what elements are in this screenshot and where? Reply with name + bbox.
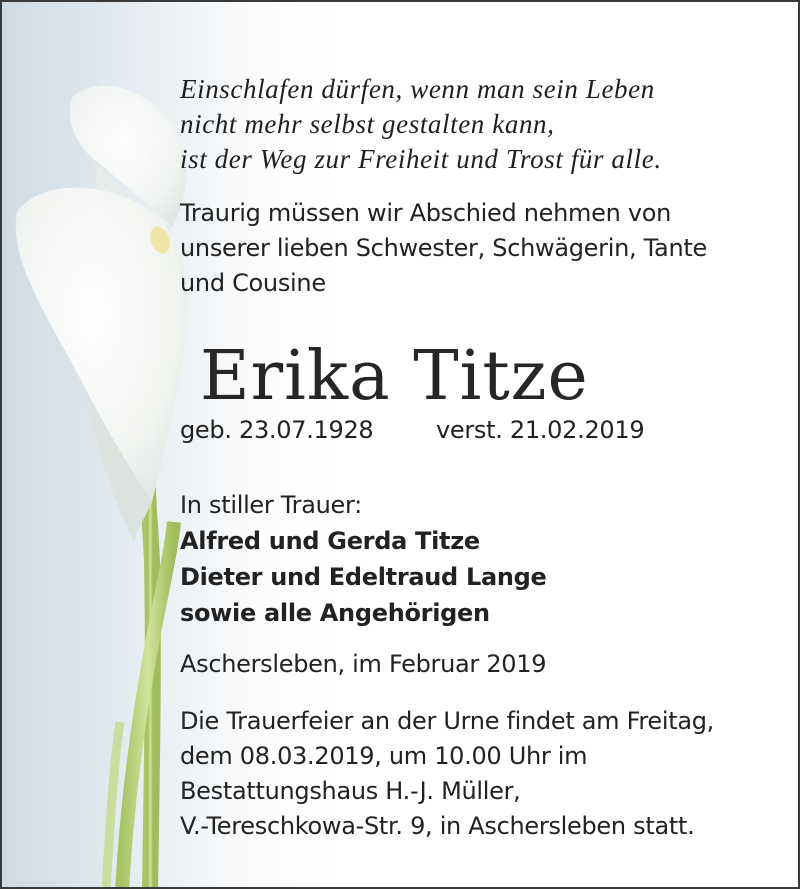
poem-line: nicht mehr selbst gestalten kann, xyxy=(180,109,555,139)
intro xyxy=(180,196,707,301)
funeral-line: V.-Tereschkowa-Str. 9, in Aschersleben statt. xyxy=(180,812,695,840)
mourner-name: sowie alle Angehörigen xyxy=(180,599,490,627)
mourners xyxy=(180,487,547,631)
funeral-info xyxy=(180,704,714,844)
intro-line: unserer lieben Schwester, Schwägerin, Tante xyxy=(180,234,707,262)
funeral-line: dem 08.03.2019, um 10.00 Uhr im xyxy=(180,742,588,770)
poem-line: ist der Weg zur Freiheit und Trost für alle. xyxy=(180,144,662,174)
deceased-name: Erika Titze xyxy=(200,337,589,416)
death-date: verst. 21.02.2019 xyxy=(436,416,645,444)
mourner-name: Dieter und Edeltraud Lange xyxy=(180,563,547,591)
mourner-name: Alfred und Gerda Titze xyxy=(180,527,480,555)
birth-date: geb. 23.07.1928 xyxy=(180,416,374,444)
funeral-line: Die Trauerfeier an der Urne findet am Freitag, xyxy=(180,707,714,735)
funeral-line: Bestattungshaus H.-J. Müller, xyxy=(180,777,521,805)
life-dates xyxy=(180,416,645,444)
intro-line: und Cousine xyxy=(180,269,326,297)
intro-line: Traurig müssen wir Abschied nehmen von xyxy=(180,199,672,227)
place-date: Aschersleben, im Februar 2019 xyxy=(180,650,547,678)
poem-line: Einschlafen dürfen, wenn man sein Leben xyxy=(180,74,655,104)
mourners-heading: In stiller Trauer: xyxy=(180,491,362,519)
poem xyxy=(180,72,662,177)
